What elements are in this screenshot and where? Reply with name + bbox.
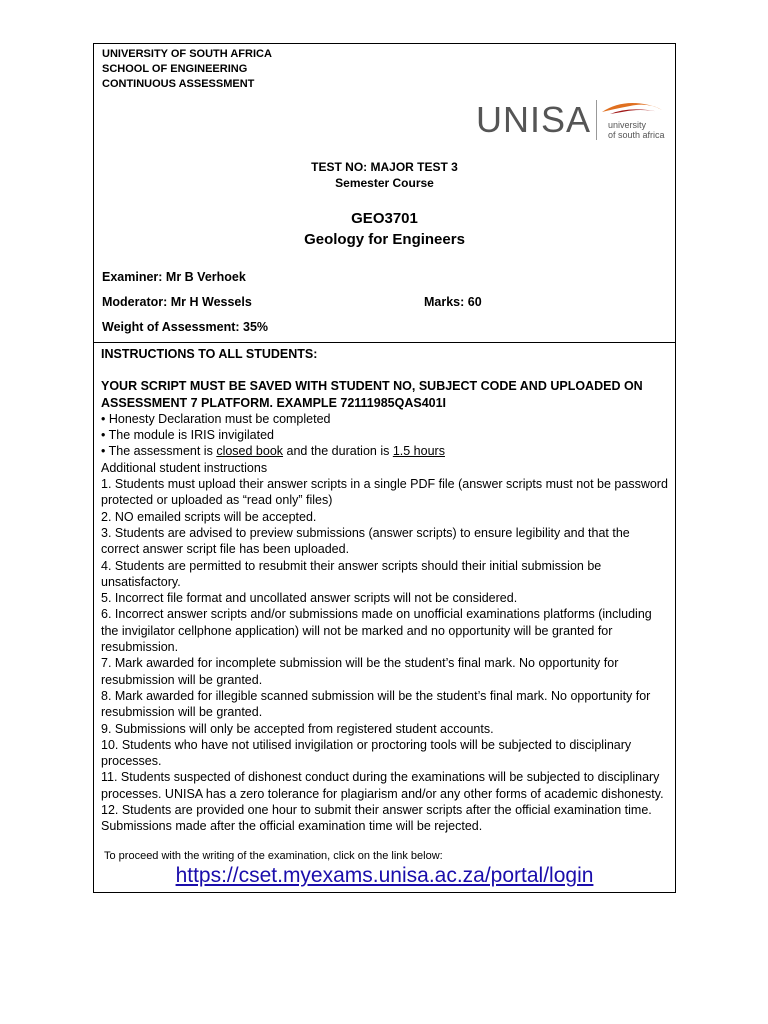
university-name: UNIVERSITY OF SOUTH AFRICA [102, 48, 272, 60]
course-type: Semester Course [335, 176, 434, 190]
script-notice: YOUR SCRIPT MUST BE SAVED WITH STUDENT NO, SUBJECT CODE AND UPLOADED ON ASSESSMENT 7 PLATFORM. EXAMPLE 72111985QAS401I [101, 379, 643, 410]
logo-separator [596, 100, 597, 140]
instruction-item: 1. Students must upload their answer scripts in a single PDF file (answer scripts must not be password protected or uploaded as “read only” files) [101, 477, 668, 508]
school-name: SCHOOL OF ENGINEERING [102, 63, 248, 75]
test-number: TEST NO: MAJOR TEST 3 [311, 160, 458, 174]
bullet-invigilation: • The module is IRIS invigilated [101, 428, 274, 443]
instruction-item: 12. Students are provided one hour to submit their answer scripts after the official examination time. Submissions made after the official examination time will be rejected. [101, 803, 652, 834]
marks: Marks: 60 [424, 295, 482, 309]
module-code: GEO3701 [351, 210, 418, 227]
bullet-honesty: • Honesty Declaration must be completed [101, 411, 331, 426]
instruction-item: 5. Incorrect file format and uncollated answer scripts will not be considered. [101, 591, 518, 606]
assessment-weight: Weight of Assessment: 35% [102, 320, 269, 334]
instruction-item: 9. Submissions will only be accepted from registered student accounts. [101, 721, 494, 736]
spacer [101, 362, 669, 378]
module-title: Geology for Engineers [304, 231, 465, 248]
unisa-logo [476, 98, 666, 142]
bullet-assessment-type: • The assessment is closed book and the duration is 1.5 hours [101, 444, 445, 459]
additional-instructions-heading: Additional student instructions [101, 460, 268, 475]
instruction-item: 11. Students suspected of dishonest conduct during the examinations will be subjected to disciplinary processes. UNISA has a zero tolerance for plagiarism and/or any other forms of academic dishonesty. [101, 770, 664, 801]
duration-text: 1.5 hours [392, 444, 445, 459]
instruction-item: 6. Incorrect answer scripts and/or submissions made on unofficial examinations platforms (including the invigilator cellphone application) will not be marked and no opportunity will be granted for resubmission. [101, 607, 652, 655]
instruction-item: 8. Mark awarded for illegible scanned submission will be the student’s final mark. No opportunity for resubmission will be granted. [101, 688, 651, 720]
instructions-section [101, 346, 669, 835]
closed-book-text: closed book [216, 444, 284, 459]
institution-header [102, 47, 272, 92]
instruction-item: 7. Mark awarded for incomplete submission will be the student’s final mark. No opportunity for resubmission will be granted. [101, 656, 619, 687]
exam-login-link[interactable]: https://cset.myexams.unisa.ac.za/portal/login [175, 864, 594, 887]
instruction-item: 4. Students are permitted to resubmit their answer scripts should their initial submission be unsatisfactory. [101, 558, 602, 589]
section-divider [94, 342, 675, 343]
instruction-item: 3. Students are advised to preview submissions (answer scripts) to ensure legibility and that the correct answer script file has been uploaded. [101, 525, 630, 557]
instructions-heading: INSTRUCTIONS TO ALL STUDENTS: [101, 347, 318, 361]
assessment-type: CONTINUOUS ASSESSMENT [102, 78, 255, 90]
logo-subtitle: university of south africa [608, 120, 665, 140]
assessment-cover-page [93, 43, 676, 893]
instruction-item: 10. Students who have not utilised invigilation or proctoring tools will be subjected to disciplinary processes. [101, 737, 632, 769]
proceed-text: To proceed with the writing of the examination, click on the link below: [104, 850, 443, 862]
examiner: Examiner: Mr B Verhoek [102, 270, 246, 284]
moderator: Moderator: Mr H Wessels [102, 295, 252, 309]
logo-wordmark: UNISA [476, 99, 592, 140]
logo-swoosh-icon [600, 98, 664, 118]
instruction-item: 2. NO emailed scripts will be accepted. [101, 509, 317, 524]
